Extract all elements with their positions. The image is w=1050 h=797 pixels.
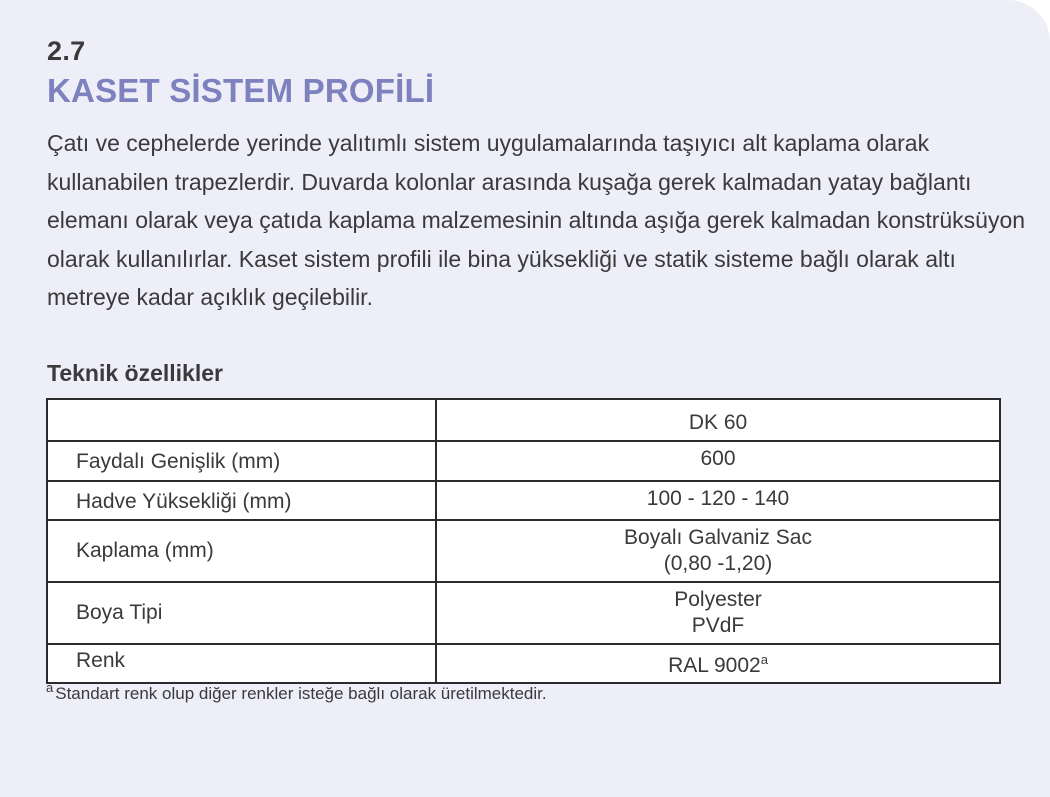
row-value-coating	[436, 520, 1000, 582]
table-header-row	[47, 399, 1000, 441]
row-value-paint-type	[436, 582, 1000, 644]
footnote-text: Standart renk olup diğer renkler isteğe bağlı olarak üretilmektedir.	[55, 684, 547, 703]
table-row	[47, 644, 1000, 683]
row-value-color	[436, 644, 1000, 683]
paint-type-2: PVdF	[691, 614, 745, 637]
row-label-paint-type: Boya Tipi	[47, 582, 436, 644]
coating-material: Boyalı Galvaniz Sac	[624, 526, 812, 549]
table-row	[47, 481, 1000, 520]
row-label-color: Renk	[47, 644, 436, 683]
specs-heading: Teknik özellikler	[47, 360, 223, 386]
section-number: 2.7	[47, 36, 86, 66]
footnote-reference: a	[760, 651, 768, 667]
row-label-rib-height: Hadve Yüksekliği (mm)	[47, 481, 436, 520]
footnote	[46, 680, 547, 704]
footnote-mark: a	[46, 680, 54, 695]
color-value: RAL 9002	[668, 653, 761, 677]
intro-paragraph: Çatı ve cephelerde yerinde yalıtımlı sistem uygulamalarında taşıyıcı alt kaplama olarak kullanabilen trapezlerdir. Duvarda kolonlar arasında kuşağa gerek kalmadan yatay bağlantı elemanı olarak veya çatıda kaplama malzemesinin altında aşığa gerek kalmadan konstrüksüyon olarak kullanılırlar. Kaset sistem profili ile bina yüksekliği ve statik sisteme bağlı olarak altı metreye kadar açıklık geçilebilir.	[47, 130, 1026, 311]
table-header-label	[47, 399, 436, 441]
row-label-coating: Kaplama (mm)	[47, 520, 436, 582]
row-value-rib-height: 100 - 120 - 140	[436, 481, 1000, 520]
table-row	[47, 441, 1000, 481]
coating-thickness: (0,80 -1,20)	[663, 552, 773, 575]
table-header-product: DK 60	[436, 399, 1000, 441]
row-label-useful-width: Faydalı Genişlik (mm)	[47, 441, 436, 481]
table-row	[47, 520, 1000, 582]
specs-table	[46, 398, 1001, 684]
table-row	[47, 582, 1000, 644]
paint-type-1: Polyester	[674, 588, 762, 611]
row-value-useful-width: 600	[436, 441, 1000, 481]
section-title: KASET SİSTEM PROFİLİ	[47, 72, 435, 109]
